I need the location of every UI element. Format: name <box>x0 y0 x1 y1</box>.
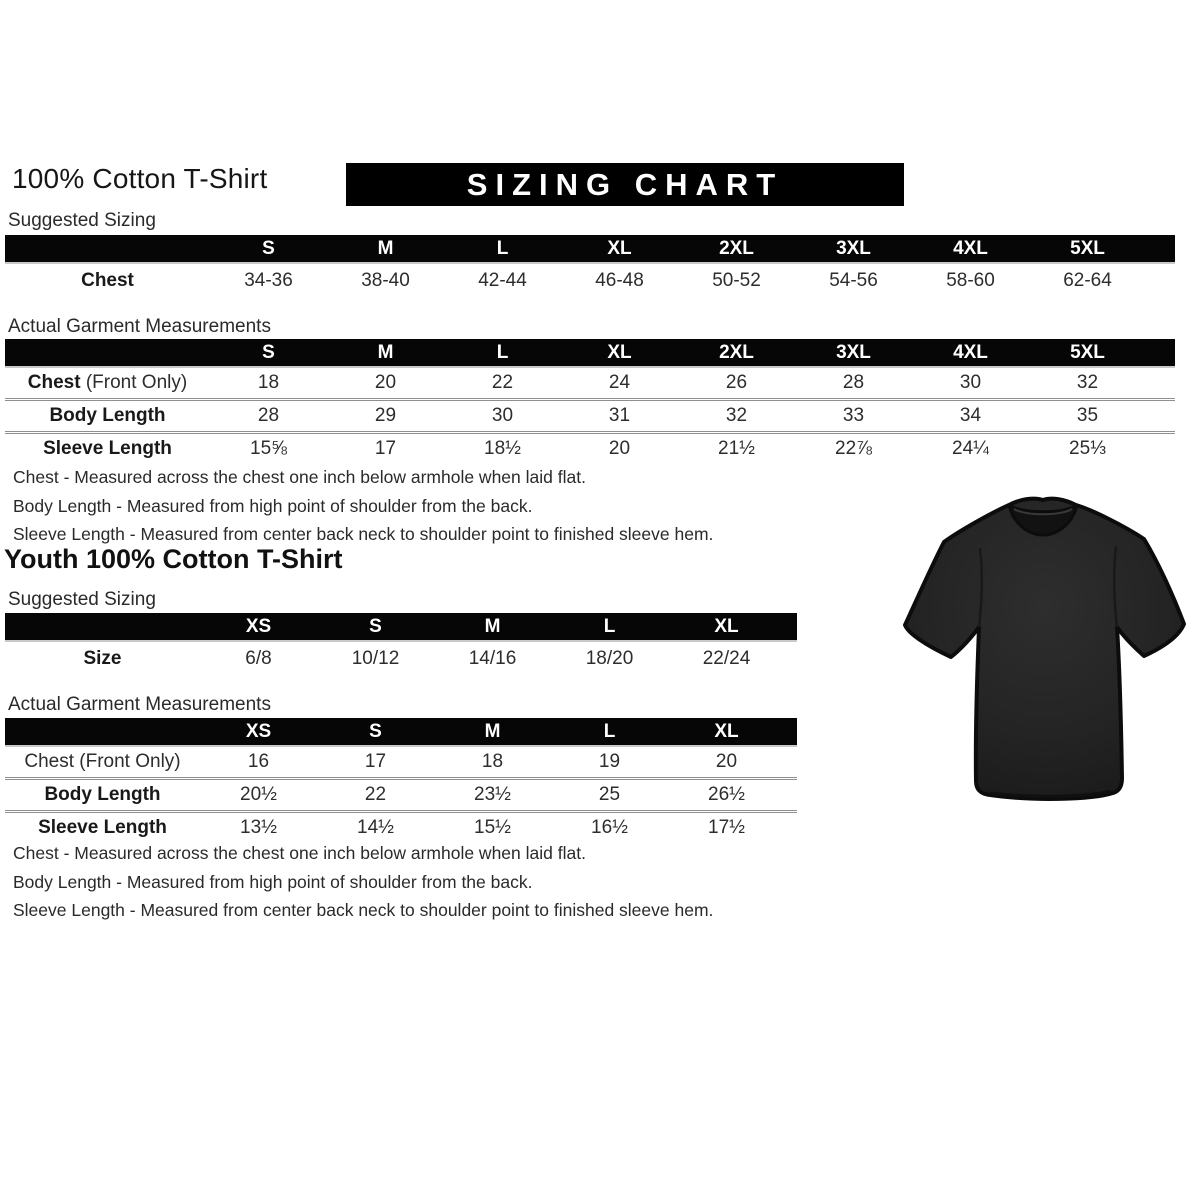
note-body-length: Body Length - Measured from high point of shoulder from the back. <box>13 871 533 892</box>
row-label: Body Length <box>44 784 161 805</box>
table-cell: 29 <box>327 400 444 433</box>
header-filler <box>1146 235 1175 263</box>
table-cell: 20 <box>668 746 785 779</box>
table-cell: 25⅓ <box>1069 438 1106 459</box>
size-column-header: L <box>551 718 668 746</box>
table-cell: 22 <box>317 779 434 812</box>
table-cell: 35 <box>1029 400 1146 433</box>
table-cell: 28 <box>210 400 327 433</box>
table-cell: 20 <box>608 438 631 459</box>
table-cell: 13½ <box>240 817 277 838</box>
table-cell: 6/8 <box>245 647 272 669</box>
table-cell: 18 <box>210 367 327 400</box>
table-cell: 22⅞ <box>835 438 872 459</box>
table-cell: 50-52 <box>712 269 761 291</box>
table-cell: 31 <box>561 400 678 433</box>
size-column-header: S <box>317 613 434 641</box>
row-label: Chest <box>81 269 134 291</box>
table-cell: 54-56 <box>829 269 878 291</box>
size-column-header: 5XL <box>1029 235 1146 263</box>
header-filler <box>1146 339 1175 367</box>
header-filler <box>785 613 797 641</box>
note-body-length: Body Length - Measured from high point of shoulder from the back. <box>13 495 533 516</box>
size-column-header: 2XL <box>678 339 795 367</box>
table-cell: 17½ <box>708 817 745 838</box>
table-row-body-length <box>5 400 1175 433</box>
table-cell: 14½ <box>357 817 394 838</box>
size-column-header: L <box>444 339 561 367</box>
table-cell: 34-36 <box>244 269 293 291</box>
table-cell: 22/24 <box>702 647 751 669</box>
header-spacer <box>5 235 210 263</box>
size-column-header: M <box>327 235 444 263</box>
table-cell: 10/12 <box>351 647 400 669</box>
size-column-header: S <box>210 339 327 367</box>
table-cell: 33 <box>795 400 912 433</box>
size-column-header: XL <box>668 718 785 746</box>
youth-measurement-notes <box>13 839 713 925</box>
youth-section-title: Youth 100% Cotton T-Shirt <box>4 544 343 574</box>
row-label: Chest (Front Only) <box>24 751 181 772</box>
note-sleeve-length: Sleeve Length - Measured from center back neck to shoulder point to finished sleeve hem. <box>13 524 714 544</box>
table-cell: 24 <box>561 367 678 400</box>
table-cell: 21½ <box>718 438 755 459</box>
table-cell: 32 <box>678 400 795 433</box>
table-cell: 42-44 <box>478 269 527 291</box>
table-row-chest <box>5 263 1175 297</box>
table-cell: 46-48 <box>595 269 644 291</box>
size-column-header: 5XL <box>1029 339 1146 367</box>
table-header-row <box>5 613 797 641</box>
table-cell: 23½ <box>434 779 551 812</box>
table-cell: 18 <box>434 746 551 779</box>
table-row-chest <box>5 746 797 779</box>
table-cell: 24¼ <box>952 438 989 459</box>
table-row-chest <box>5 367 1175 400</box>
table-row-sleeve-length <box>5 433 1175 465</box>
table-cell: 17 <box>317 746 434 779</box>
row-label: Body Length <box>49 405 166 426</box>
table-cell: 19 <box>551 746 668 779</box>
table-cell: 16½ <box>591 817 628 838</box>
table-cell: 28 <box>795 367 912 400</box>
adult-actual-table <box>5 339 1175 464</box>
size-column-header: 4XL <box>912 235 1029 263</box>
size-column-header: S <box>210 235 327 263</box>
table-cell: 17 <box>374 438 397 459</box>
youth-actual-label: Actual Garment Measurements <box>8 694 271 715</box>
row-label: Size <box>83 647 122 669</box>
size-column-header: 2XL <box>678 235 795 263</box>
size-column-header: 3XL <box>795 235 912 263</box>
size-column-header: M <box>434 718 551 746</box>
size-column-header: L <box>551 613 668 641</box>
table-cell: 30 <box>444 400 561 433</box>
size-column-header: XS <box>200 718 317 746</box>
size-column-header: XL <box>668 613 785 641</box>
note-chest: Chest - Measured across the chest one inch below armhole when laid flat. <box>13 843 586 863</box>
black-tshirt-graphic <box>893 486 1193 806</box>
page-title: 100% Cotton T-Shirt <box>12 163 268 194</box>
youth-suggested-label: Suggested Sizing <box>8 589 156 610</box>
adult-measurement-notes <box>13 463 713 549</box>
adult-suggested-table <box>5 235 1175 297</box>
table-cell: 30 <box>912 367 1029 400</box>
table-cell: 26½ <box>668 779 785 812</box>
size-column-header: 3XL <box>795 339 912 367</box>
row-label: Sleeve Length <box>43 438 172 459</box>
header-spacer <box>5 339 210 367</box>
tshirt-image <box>893 486 1193 806</box>
size-column-header: 4XL <box>912 339 1029 367</box>
adult-actual-label: Actual Garment Measurements <box>8 316 271 337</box>
row-label: Sleeve Length <box>38 817 167 838</box>
header-spacer <box>5 613 200 641</box>
table-cell: 62-64 <box>1063 269 1112 291</box>
size-column-header: XS <box>200 613 317 641</box>
note-sleeve-length: Sleeve Length - Measured from center back neck to shoulder point to finished sleeve hem. <box>13 900 714 920</box>
table-cell: 18/20 <box>585 647 634 669</box>
table-cell: 14/16 <box>468 647 517 669</box>
table-cell: 16 <box>200 746 317 779</box>
table-cell: 20½ <box>200 779 317 812</box>
table-cell: 15½ <box>474 817 511 838</box>
row-label: Chest <box>27 372 81 393</box>
size-column-header: XL <box>561 339 678 367</box>
table-cell: 18½ <box>484 438 521 459</box>
header-filler <box>785 718 797 746</box>
youth-actual-table <box>5 718 797 843</box>
size-column-header: XL <box>561 235 678 263</box>
sizing-chart-banner: SIZING CHART <box>346 163 904 206</box>
table-cell: 25 <box>551 779 668 812</box>
table-header-row <box>5 339 1175 367</box>
table-cell: 58-60 <box>946 269 995 291</box>
header-spacer <box>5 718 200 746</box>
table-cell: 20 <box>327 367 444 400</box>
table-header-row <box>5 235 1175 263</box>
note-chest: Chest - Measured across the chest one inch below armhole when laid flat. <box>13 467 586 487</box>
table-row-size <box>5 641 797 675</box>
size-column-header: M <box>327 339 444 367</box>
table-header-row <box>5 718 797 746</box>
table-cell: 32 <box>1029 367 1146 400</box>
size-column-header: S <box>317 718 434 746</box>
table-cell: 15⅝ <box>250 438 287 459</box>
table-row-body-length <box>5 779 797 812</box>
youth-suggested-table <box>5 613 797 675</box>
size-column-header: L <box>444 235 561 263</box>
table-cell: 38-40 <box>361 269 410 291</box>
table-cell: 26 <box>678 367 795 400</box>
table-cell: 22 <box>444 367 561 400</box>
size-column-header: M <box>434 613 551 641</box>
row-label-suffix: (Front Only) <box>80 372 188 393</box>
adult-suggested-label: Suggested Sizing <box>8 210 156 231</box>
table-cell: 34 <box>912 400 1029 433</box>
